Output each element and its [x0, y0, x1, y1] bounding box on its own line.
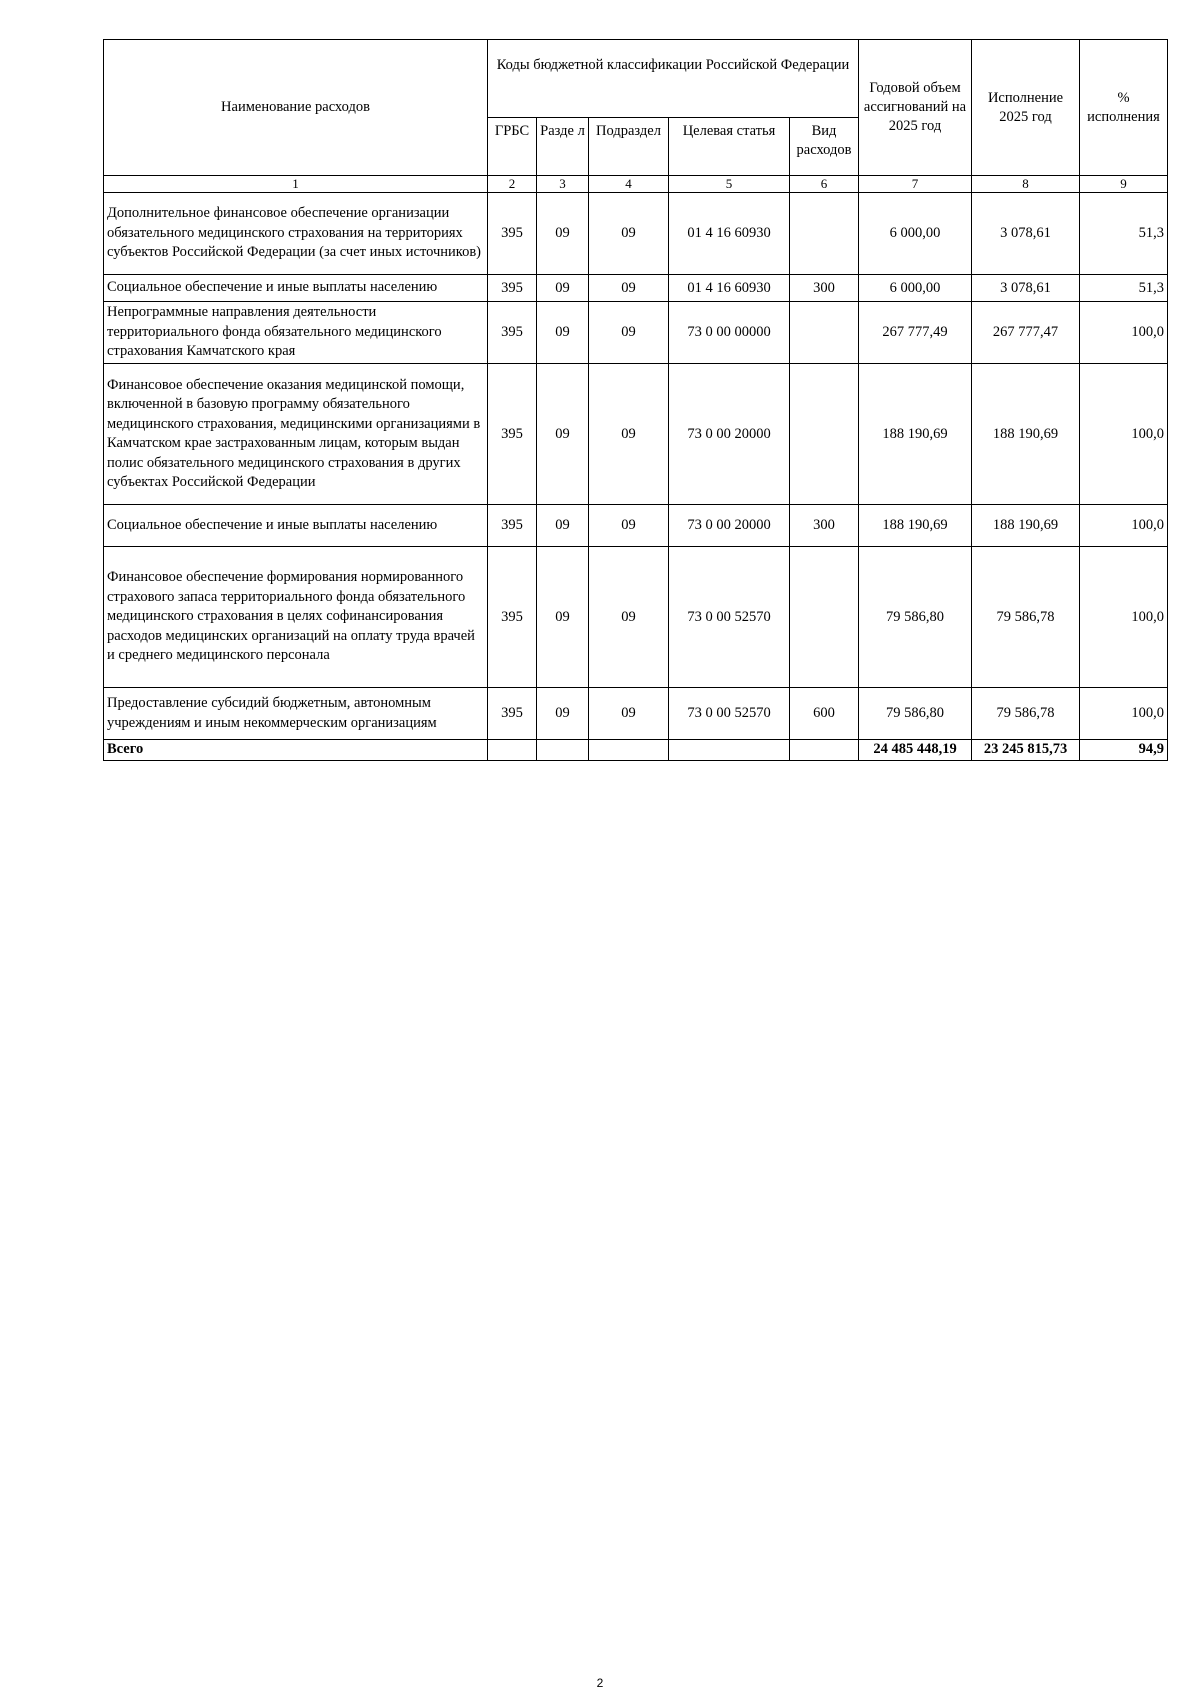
column-number: 7	[859, 176, 972, 193]
annual-allocation: 79 586,80	[859, 547, 972, 688]
razdel-code: 09	[537, 193, 589, 275]
target-article-code: 73 0 00 20000	[669, 505, 790, 547]
expense-type-code: 300	[790, 275, 859, 302]
execution-amount: 3 078,61	[972, 275, 1080, 302]
grbs-code: 395	[488, 688, 537, 740]
expense-type-code: 600	[790, 688, 859, 740]
budget-execution-table	[103, 39, 1168, 761]
expense-type-code	[790, 364, 859, 505]
total-row	[104, 740, 1168, 761]
razdel-code: 09	[537, 547, 589, 688]
razdel-code: 09	[537, 364, 589, 505]
percent-execution: 100,0	[1080, 505, 1168, 547]
header-execution: Исполнение 2025 год	[972, 40, 1080, 176]
expense-name: Социальное обеспечение и иные выплаты населению	[104, 505, 488, 547]
razdel-code: 09	[537, 275, 589, 302]
header-classification-codes: Коды бюджетной классификации Российской Федерации	[488, 40, 859, 118]
execution-amount: 188 190,69	[972, 505, 1080, 547]
target-article-code: 73 0 00 00000	[669, 302, 790, 364]
column-number-row	[104, 176, 1168, 193]
header-annual-allocation: Годовой объем ассигнований на 2025 год	[859, 40, 972, 176]
page-number: 2	[596, 1676, 604, 1690]
annual-allocation: 6 000,00	[859, 193, 972, 275]
annual-allocation: 188 190,69	[859, 364, 972, 505]
execution-amount: 79 586,78	[972, 688, 1080, 740]
header-razdel: Разде л	[537, 118, 589, 176]
table-row	[104, 688, 1168, 740]
execution-amount: 79 586,78	[972, 547, 1080, 688]
empty-cell	[589, 740, 669, 761]
execution-amount: 188 190,69	[972, 364, 1080, 505]
column-number: 9	[1080, 176, 1168, 193]
empty-cell	[488, 740, 537, 761]
percent-execution: 100,0	[1080, 302, 1168, 364]
header-target-article: Целевая статья	[669, 118, 790, 176]
header-percent-execution: % исполнения	[1080, 40, 1168, 176]
total-annual-allocation: 24 485 448,19	[859, 740, 972, 761]
expense-type-code	[790, 302, 859, 364]
header-podrazdel: Подраздел	[589, 118, 669, 176]
podrazdel-code: 09	[589, 302, 669, 364]
razdel-code: 09	[537, 688, 589, 740]
expense-name: Финансовое обеспечение формирования нормированного страхового запаса территориального фонда обязательного медицинского страхования в целях софинансирования расходов медицинских организаций на оплату труда врачей и среднего медицинского персонала	[104, 547, 488, 688]
podrazdel-code: 09	[589, 193, 669, 275]
empty-cell	[790, 740, 859, 761]
annual-allocation: 267 777,49	[859, 302, 972, 364]
target-article-code: 73 0 00 52570	[669, 688, 790, 740]
table-row	[104, 364, 1168, 505]
razdel-code: 09	[537, 302, 589, 364]
total-execution-amount: 23 245 815,73	[972, 740, 1080, 761]
annual-allocation: 79 586,80	[859, 688, 972, 740]
column-number: 5	[669, 176, 790, 193]
podrazdel-code: 09	[589, 505, 669, 547]
expense-name: Предоставление субсидий бюджетным, автономным учреждениям и иным некоммерческим организациям	[104, 688, 488, 740]
percent-execution: 100,0	[1080, 364, 1168, 505]
total-label: Всего	[104, 740, 488, 761]
expense-name: Финансовое обеспечение оказания медицинской помощи, включенной в базовую программу обязательного медицинского страхования, медицинскими организациями в Камчатском крае застрахованным лицам, которым выдан полис обязательного медицинского страхования в других субъектах Российской Федерации	[104, 364, 488, 505]
column-number: 8	[972, 176, 1080, 193]
percent-execution: 100,0	[1080, 688, 1168, 740]
total-percent-execution: 94,9	[1080, 740, 1168, 761]
execution-amount: 267 777,47	[972, 302, 1080, 364]
annual-allocation: 6 000,00	[859, 275, 972, 302]
table-row	[104, 547, 1168, 688]
column-number: 4	[589, 176, 669, 193]
target-article-code: 73 0 00 20000	[669, 364, 790, 505]
percent-execution: 51,3	[1080, 275, 1168, 302]
grbs-code: 395	[488, 275, 537, 302]
annual-allocation: 188 190,69	[859, 505, 972, 547]
target-article-code: 73 0 00 52570	[669, 547, 790, 688]
header-grbs: ГРБС	[488, 118, 537, 176]
expense-type-code	[790, 193, 859, 275]
table-row	[104, 193, 1168, 275]
header-expense-name: Наименование расходов	[104, 40, 488, 176]
target-article-code: 01 4 16 60930	[669, 275, 790, 302]
percent-execution: 51,3	[1080, 193, 1168, 275]
column-number: 2	[488, 176, 537, 193]
execution-amount: 3 078,61	[972, 193, 1080, 275]
column-number: 6	[790, 176, 859, 193]
header-expense-type: Вид расходов	[790, 118, 859, 176]
expense-type-code	[790, 547, 859, 688]
expense-type-code: 300	[790, 505, 859, 547]
column-number: 1	[104, 176, 488, 193]
podrazdel-code: 09	[589, 547, 669, 688]
table-row	[104, 275, 1168, 302]
expense-name: Дополнительное финансовое обеспечение организации обязательного медицинского страхования на территориях субъектов Российской Федерации (за счет иных источников)	[104, 193, 488, 275]
expense-name: Непрограммные направления деятельности территориального фонда обязательного медицинского страхования Камчатского края	[104, 302, 488, 364]
grbs-code: 395	[488, 547, 537, 688]
target-article-code: 01 4 16 60930	[669, 193, 790, 275]
grbs-code: 395	[488, 505, 537, 547]
empty-cell	[669, 740, 790, 761]
podrazdel-code: 09	[589, 364, 669, 505]
grbs-code: 395	[488, 193, 537, 275]
empty-cell	[537, 740, 589, 761]
grbs-code: 395	[488, 302, 537, 364]
table-row	[104, 505, 1168, 547]
percent-execution: 100,0	[1080, 547, 1168, 688]
razdel-code: 09	[537, 505, 589, 547]
table-row	[104, 302, 1168, 364]
grbs-code: 395	[488, 364, 537, 505]
podrazdel-code: 09	[589, 275, 669, 302]
expense-name: Социальное обеспечение и иные выплаты населению	[104, 275, 488, 302]
podrazdel-code: 09	[589, 688, 669, 740]
column-number: 3	[537, 176, 589, 193]
